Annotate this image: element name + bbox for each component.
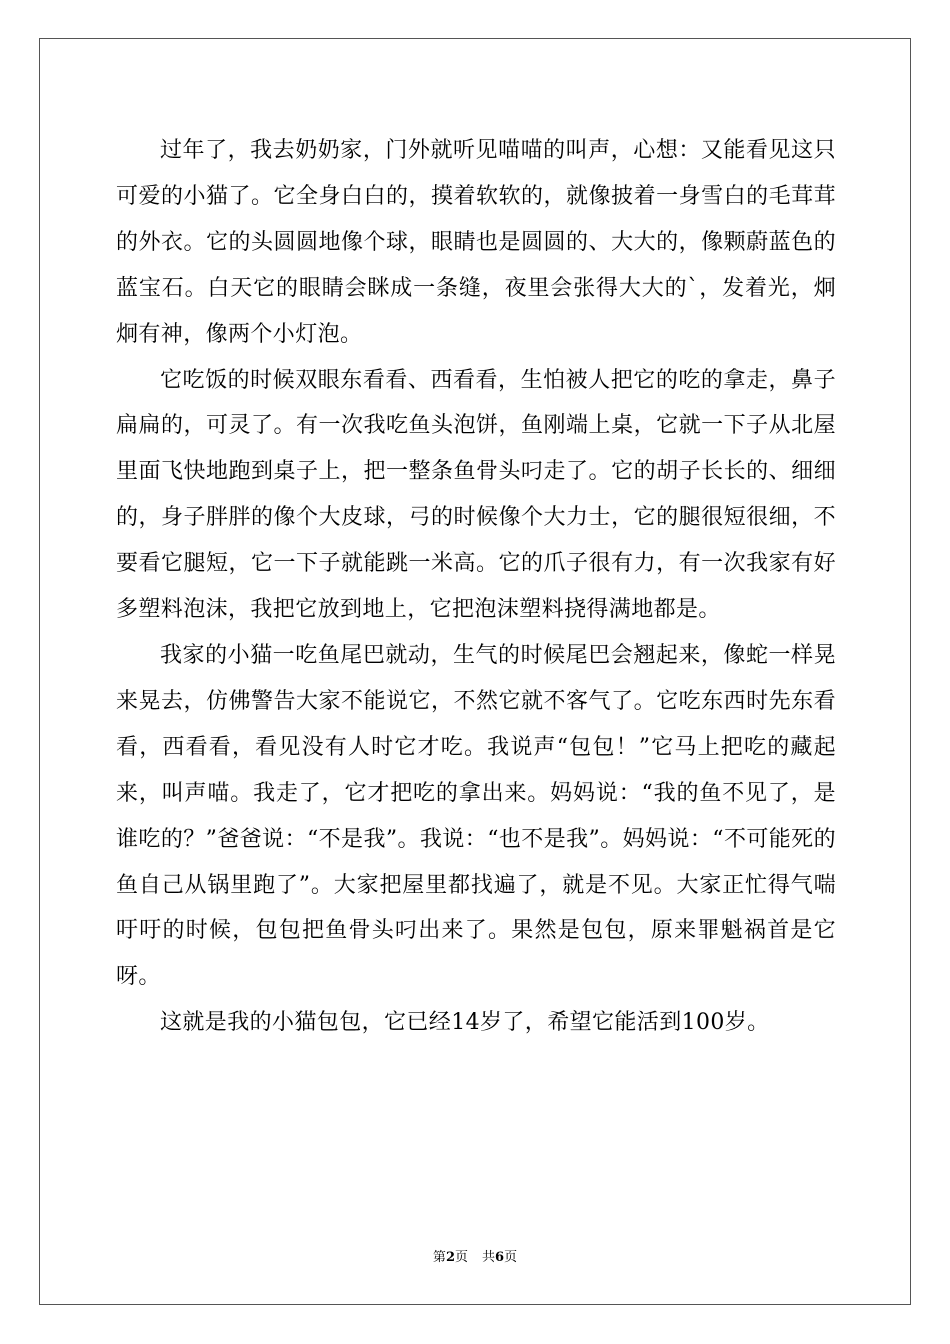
total-page-number: 6 xyxy=(495,1250,505,1265)
paragraph-2: 它吃饭的时候双眼东看看、西看看，生怕被人把它的吃的拿走，鼻子扁扁的，可灵了。有一次我吃鱼头泡饼，鱼刚端上桌，它就一下子从北屋里面飞快地跑到桌子上，把一整条鱼骨头叼走了。它的胡子长长的、细细的，身子胖胖的像个大皮球，弓的时候像个大力士，它的腿很短很细，不要看它腿短，它一下子就能跳一米高。它的爪子很有力，有一次我家有好多塑料泡沫，我把它放到地上，它把泡沫塑料挠得满地都是。 xyxy=(116,367,836,623)
page-suffix: 页 xyxy=(454,1250,468,1265)
current-page-number: 2 xyxy=(445,1250,455,1265)
paragraph-3: 我家的小猫一吃鱼尾巴就动，生气的时候尾巴会翘起来，像蛇一样晃来晃去，仿佛警告大家不能说它，不然它就不客气了。它吃东西时先东看看，西看看，看见没有人时它才吃。我说声“包包！”它马上把吃的藏起来，叫声喵。我走了，它才把吃的拿出来。妈妈说：“我的鱼不见了，是谁吃的？”爸爸说：“不是我”。我说：“也不是我”。妈妈说：“不可能死的鱼自己从锅里跑了”。大家把屋里都找遍了，就是不见。大家正忙得气喘吁吁的时候，包包把鱼骨头叼出来了。果然是包包，原来罪魁祸首是它呀。 xyxy=(116,642,836,990)
page-footer xyxy=(0,1246,950,1265)
article-body xyxy=(116,128,836,1046)
page-prefix: 第 xyxy=(432,1250,446,1265)
total-prefix: 共 xyxy=(482,1250,496,1265)
total-suffix: 页 xyxy=(504,1250,518,1265)
paragraph-1: 过年了，我去奶奶家，门外就听见喵喵的叫声，心想：又能看见这只可爱的小猫了。它全身白白的，摸着软软的，就像披着一身雪白的毛茸茸的外衣。它的头圆圆地像个球，眼睛也是圆圆的、大大的，像颗蔚蓝色的蓝宝石。白天它的眼睛会眯成一条缝，夜里会张得大大的`，发着光，炯炯有神，像两个小灯泡。 xyxy=(116,138,836,347)
paragraph-4: 这就是我的小猫包包，它已经14岁了，希望它能活到100岁。 xyxy=(160,1010,770,1036)
